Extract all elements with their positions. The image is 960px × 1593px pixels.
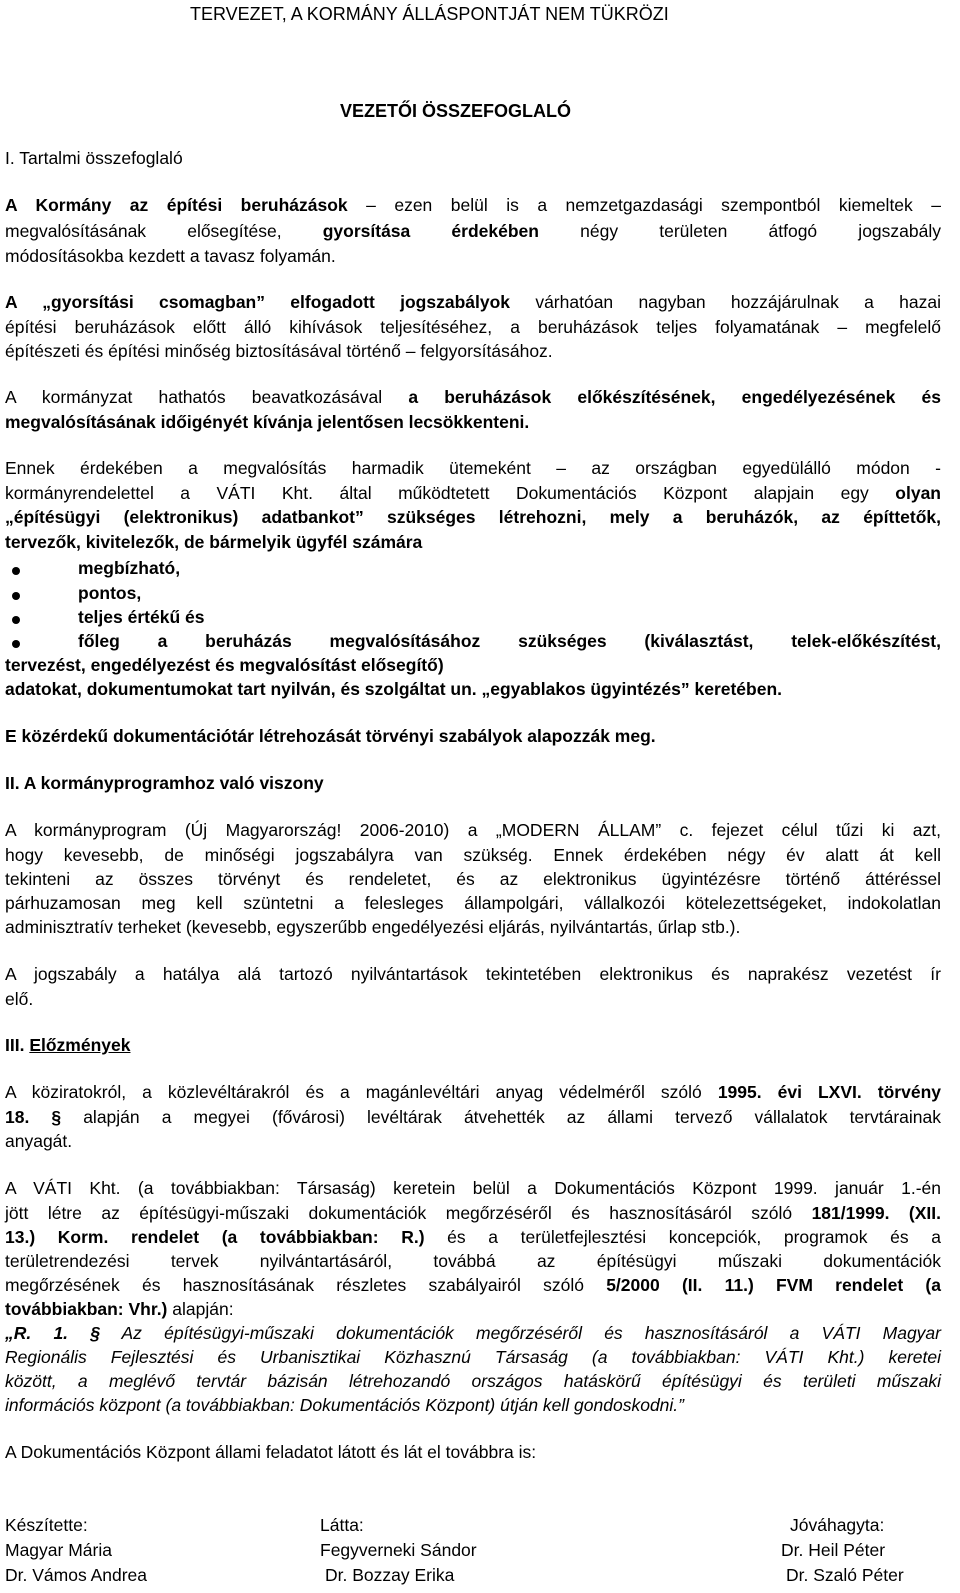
p10-line2: jött létre az építésügyi-műszaki dokumentációk megőrzéséről és hasznosításáról szóló 181/1999. (XII.	[5, 1203, 941, 1223]
p10-line5: megőrzésének és hasznosításának részletes szabályairól szóló 5/2000 (II. 11.) FVM rendelet (a	[5, 1275, 941, 1295]
p7-line2: hogy kevesebb, de minőségi jogszabályra van szükség. Ennek érdekében négy év alatt át kell	[5, 845, 941, 865]
p3-line2: megvalósításának időigényét kívánja jelentősen lecsökkenteni.	[5, 412, 530, 432]
p10-line4: területrendezési tervek nyilvántartásáról, továbbá az építésügyi műszaki dokumentációk	[5, 1251, 941, 1271]
p1-line3: módosításokba kezdett a tavasz folyamán.	[5, 246, 336, 266]
p9-line1: A köziratokról, a közlevéltárakról és a magánlevéltári anyag védelméről szóló 1995. évi LXVI. törvény	[5, 1082, 941, 1102]
bullet-dot	[12, 592, 20, 600]
approved-name-2: Dr. Szaló Péter	[786, 1565, 904, 1585]
p8-line2: elő.	[5, 989, 34, 1009]
summary-title: VEZETŐI ÖSSZEFOGLALÓ	[340, 101, 572, 121]
bullet-dot	[12, 567, 20, 575]
approved-name-1: Dr. Heil Péter	[781, 1540, 886, 1560]
p10-line6: továbbiakban: Vhr.) alapján:	[5, 1299, 234, 1319]
p2-line3: építészeti és építési minőség biztosításával történő – felgyorsításához.	[5, 341, 553, 361]
approved-label: Jóváhagyta:	[790, 1515, 885, 1535]
seen-name-1: Fegyverneki Sándor	[320, 1540, 477, 1560]
bullet-dot	[12, 640, 20, 648]
prepared-name-2: Dr. Vámos Andrea	[5, 1565, 148, 1585]
section2-title: II. A kormányprogramhoz való viszony	[5, 773, 324, 793]
p7-line3: tekinteni az összes törvényt és rendeletet, és az elektronikus ügyintézésre történő áttéréssel	[5, 869, 941, 889]
quote-line2: Regionális Fejlesztési és Urbanisztikai Közhasznú Társaság (a továbbiakban: VÁTI Kht.) keretei	[5, 1347, 941, 1367]
seen-name-2: Dr. Bozzay Erika	[325, 1565, 455, 1585]
p5-line1: tervezést, engedélyezést és megvalósítást elősegítő)	[5, 655, 444, 675]
prepared-name-1: Magyar Mária	[5, 1540, 112, 1560]
quote-line3: között, a meglévő tervtár bázisán létrehozandó országos hatáskörű építésügyi és területi műszaki	[5, 1371, 941, 1391]
p2-line2: építési beruházások előtt álló kihívások teljesítéséhez, a beruházások teljes folyamatának – megfelelő	[5, 317, 941, 337]
p7-line4: párhuzamosan meg kell szüntetni a felesleges állampolgári, vállalkozói kötelezettségeket, indokolatlan	[5, 893, 941, 913]
p2-line1: A „gyorsítási csomagban” elfogadott jogszabályok várhatóan nagyban hozzájárulnak a hazai	[5, 292, 942, 312]
p9-line2: 18. § alapján a megyei (fővárosi) levéltárak átvehették az állami tervező vállalatok tervtárainak	[5, 1107, 941, 1127]
bullet-item: főleg a beruházás megvalósításához szükséges (kiválasztást, telek-előkészítést,	[78, 631, 941, 651]
p5-line2: adatokat, dokumentumokat tart nyilván, és szolgáltat un. „egyablakos ügyintézés” keretében.	[5, 679, 783, 699]
section3-title: III. Előzmények	[5, 1035, 131, 1055]
p11: A Dokumentációs Központ állami feladatot látott és lát el továbbra is:	[5, 1442, 537, 1462]
p7-line1: A kormányprogram (Új Magyarország! 2006-2010) a „MODERN ÁLLAM” c. fejezet célul tűzi ki azt,	[5, 820, 941, 840]
p6: E közérdekű dokumentációtár létrehozását törvényi szabályok alapozzák meg.	[5, 726, 656, 746]
draft-notice: TERVEZET, A KORMÁNY ÁLLÁSPONTJÁT NEM TÜKRÖZI	[190, 4, 669, 24]
seen-label: Látta:	[320, 1515, 364, 1535]
p4-line2: kormányrendelettel a VÁTI Kht. által működtetett Dokumentációs Központ alapjain egy olyan	[5, 483, 941, 503]
p10-line3: 13.) Korm. rendelet (a továbbiakban: R.) és a területfejlesztési koncepciók, programok és a	[5, 1227, 941, 1247]
bullet-item: teljes értékű és	[78, 607, 205, 627]
p7-line5: adminisztratív terheket (kevesebb, egyszerűbb engedélyezési eljárás, nyilvántartás, űrlap stb.).	[5, 917, 741, 937]
p1-line2: megvalósításának elősegítése, gyorsítása érdekében négy területen átfogó jogszabály	[5, 221, 941, 241]
quote-line4: információs központ (a továbbiakban: Dokumentációs Központ) útján kell gondoskodni.”	[5, 1395, 684, 1415]
prepared-label: Készítette:	[5, 1515, 88, 1535]
p1-line1: A Kormány az építési beruházások – ezen belül is a nemzetgazdasági szempontból kiemeltek –	[5, 195, 941, 215]
bullet-item: megbízható,	[78, 558, 181, 578]
p4-line3: „építésügyi (elektronikus) adatbankot” szükséges létrehozni, mely a beruházók, az építtetők,	[5, 507, 941, 527]
p4-line1: Ennek érdekében a megvalósítás harmadik ütemeként – az országban egyedülálló módon -	[5, 458, 941, 478]
p3-line1: A kormányzat hathatós beavatkozásával a beruházások előkészítésének, engedélyezésének és	[5, 387, 942, 407]
p8-line1: A jogszabály a hatálya alá tartozó nyilvántartások tekintetében elektronikus és naprakész vezetést ír	[5, 964, 941, 984]
bullet-item: pontos,	[78, 583, 142, 603]
quote-line1: „R. 1. § Az építésügyi-műszaki dokumentációk megőrzéséről és hasznosításáról a VÁTI Magyar	[5, 1323, 941, 1343]
p10-line1: A VÁTI Kht. (a továbbiakban: Társaság) keretein belül a Dokumentációs Központ 1999. január 1.-én	[5, 1178, 941, 1198]
p4-line4: tervezők, kivitelezők, de bármelyik ügyfél számára	[5, 532, 423, 552]
bullet-dot	[12, 616, 20, 624]
p9-line3: anyagát.	[5, 1131, 73, 1151]
section1-title: I. Tartalmi összefoglaló	[5, 148, 183, 168]
